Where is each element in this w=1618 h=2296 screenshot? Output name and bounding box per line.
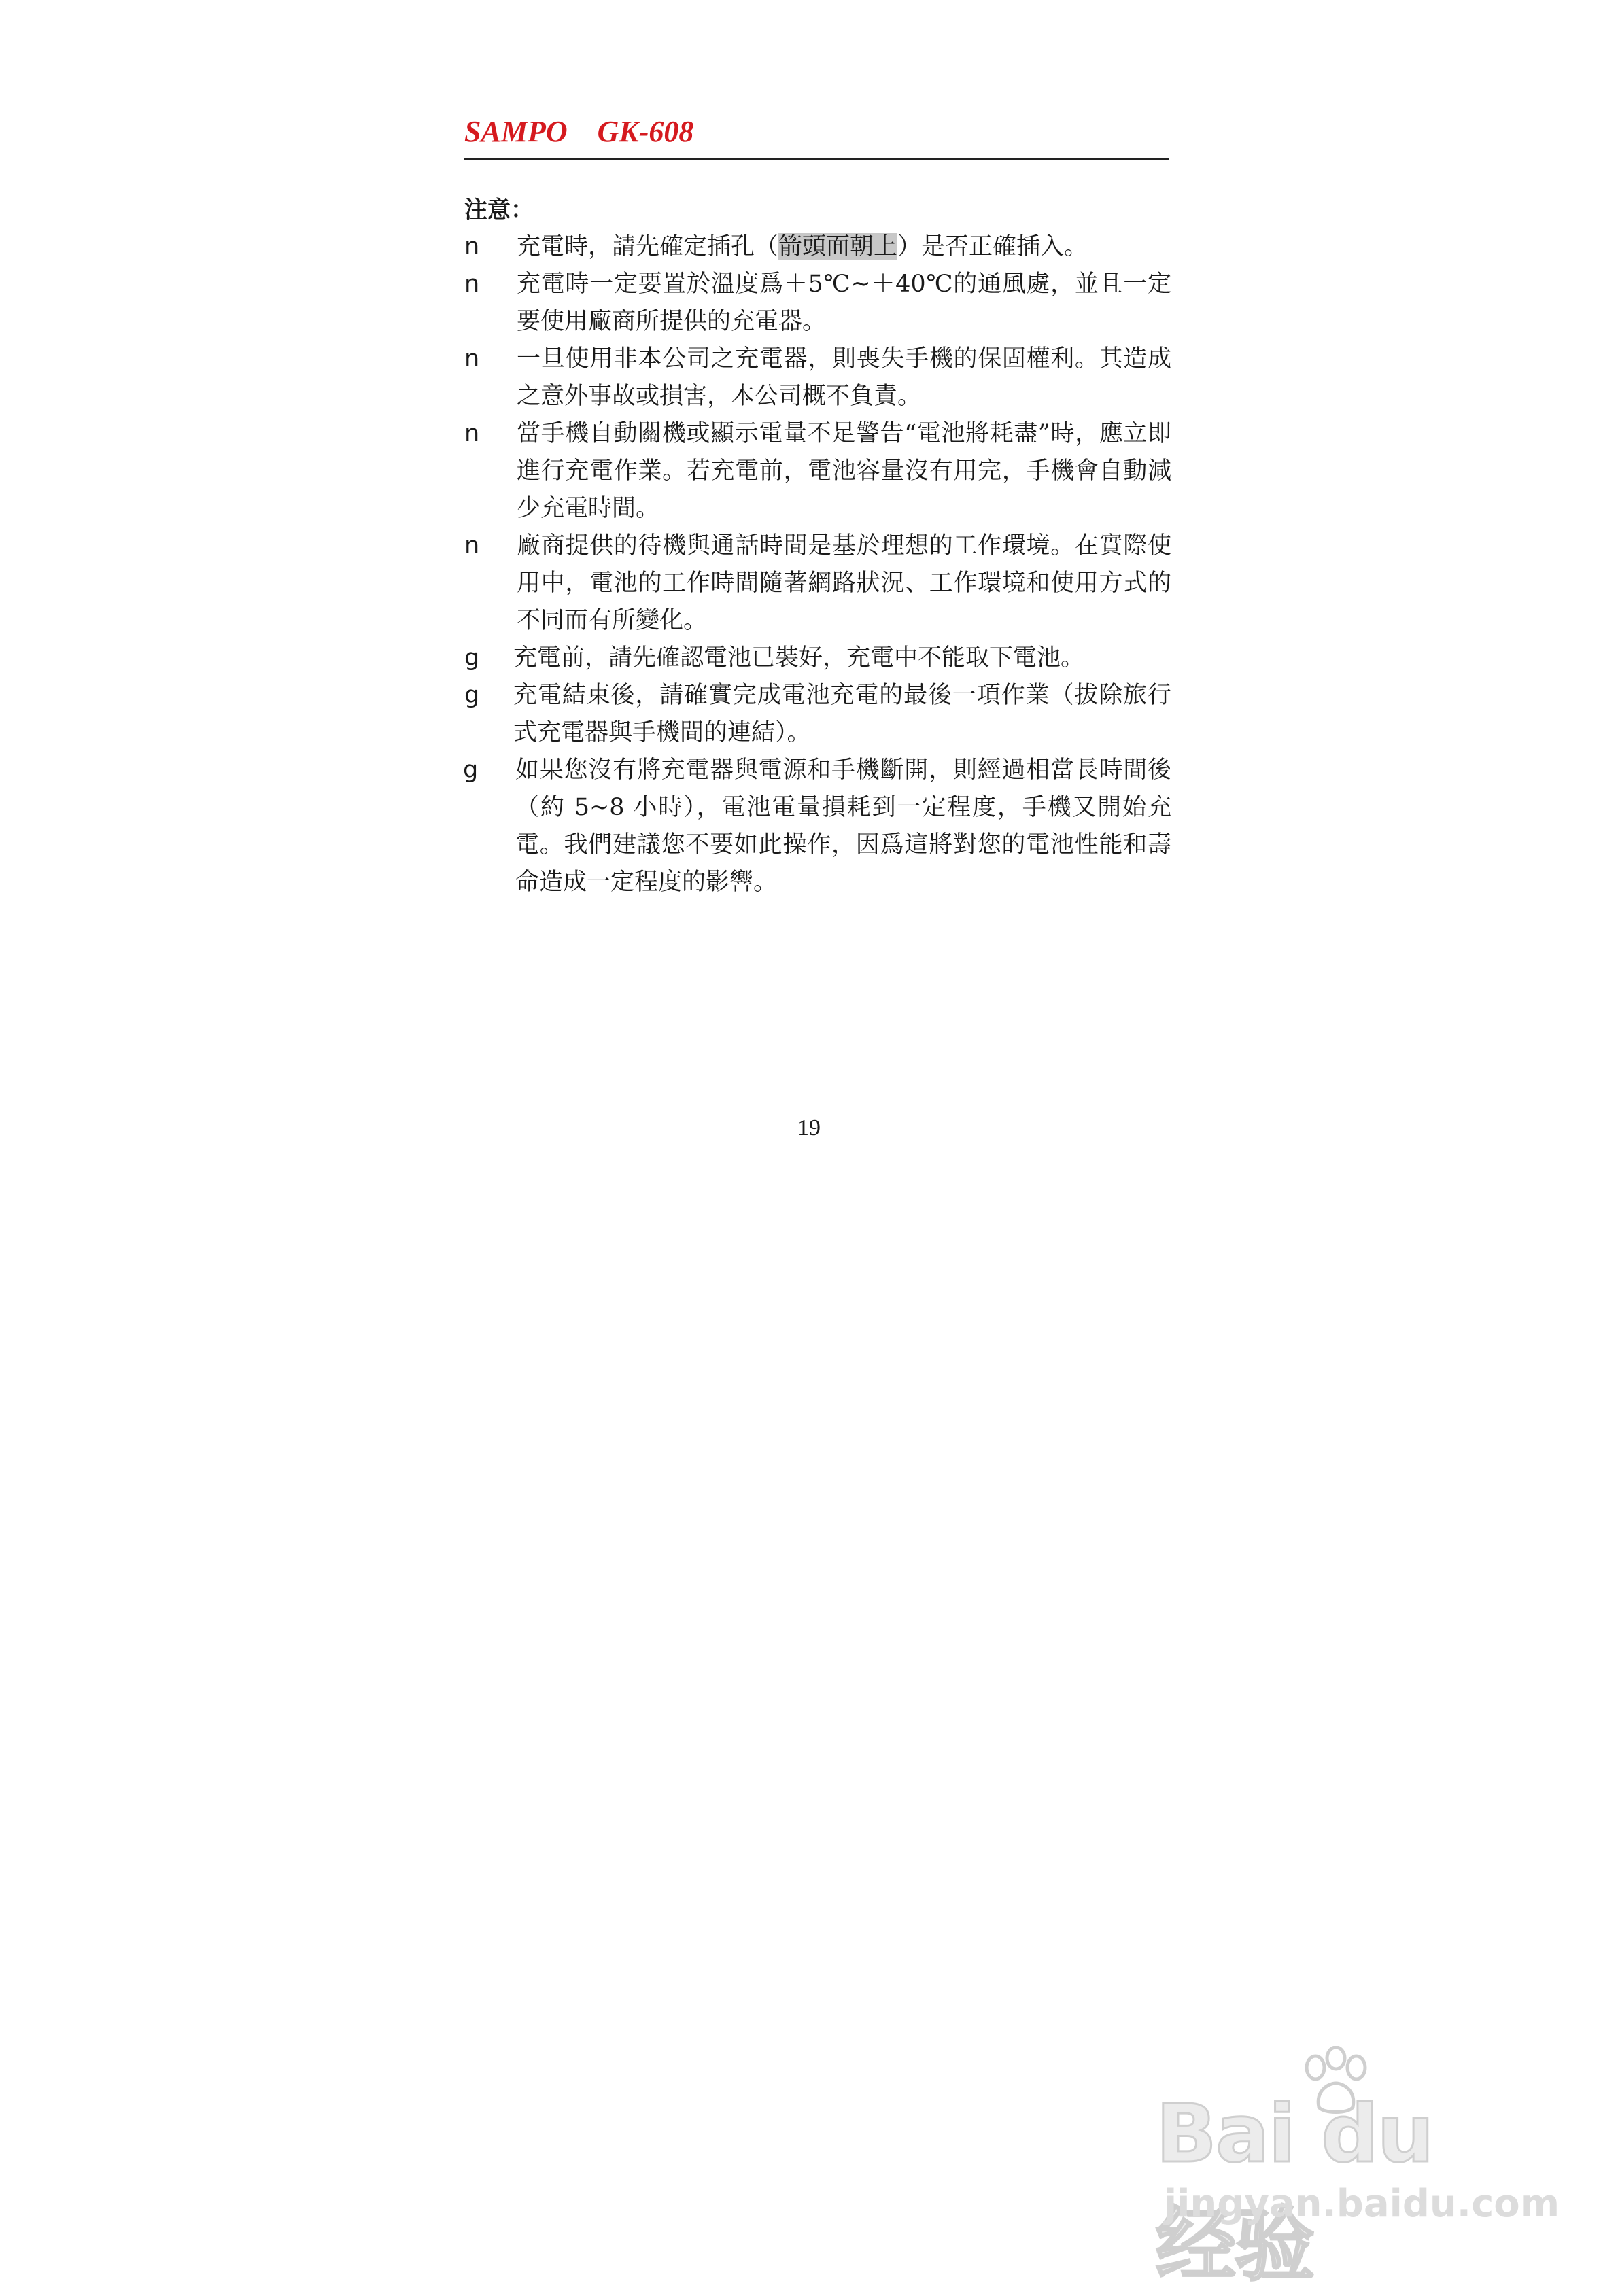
list-item [464, 527, 1171, 640]
highlighted-text: 箭頭面朝上 [778, 233, 898, 260]
bullet-marker: n [464, 345, 480, 372]
watermark-brand: Bai du 经验 [1156, 2087, 1433, 2292]
list-item [464, 640, 1171, 677]
list-item [464, 228, 1171, 266]
list-item [464, 677, 1171, 752]
list-item [464, 266, 1171, 341]
watermark-url: jingyan.baidu.com [1164, 2182, 1560, 2226]
list-item-text: 充電前，請先確認電池已裝好，充電中不能取下電池。 [513, 644, 1085, 672]
notice-heading: 注意： [464, 196, 534, 224]
list-item-text: 充電時，請先確定插孔（箭頭面朝上）是否正確插入。 [517, 233, 1088, 260]
page-number: 19 [797, 1115, 821, 1141]
baidu-jingyan-watermark [1156, 2046, 1560, 2292]
bullet-marker: n [464, 271, 480, 298]
brand-model-title: SAMPO GK-608 [464, 115, 694, 148]
list-item [464, 341, 1171, 415]
list-item-text: 廠商提供的待機與通話時間是基於理想的工作環境。在實際使用中，電池的工作時間隨著網路狀況、工作環境和使用方式的不同而有所變化。 [517, 532, 1171, 634]
list-item-text: 充電時一定要置於溫度爲＋5℃~＋40℃的通風處，並且一定要使用廠商所提供的充電器。 [517, 271, 1171, 335]
list-item-text: 一旦使用非本公司之充電器，則喪失手機的保固權利。其造成之意外事故或損害，本公司概不負責。 [517, 345, 1171, 410]
list-item [464, 415, 1171, 527]
bullet-marker: n [464, 233, 480, 260]
list-item-text: 如果您沒有將充電器與電源和手機斷開，則經過相當長時間後（約 5~8 小時），電池電量損耗到一定程度，手機又開始充電。我們建議您不要如此操作，因爲這將對您的電池性能和壽命造成一定程度的影響。 [515, 756, 1171, 896]
page-header [464, 113, 1169, 160]
bullet-marker: g [464, 682, 480, 709]
bullet-marker: n [464, 420, 480, 447]
bullet-marker: n [464, 532, 480, 559]
notice-list [464, 228, 1171, 901]
list-item-text: 當手機自動關機或顯示電量不足警告“電池將耗盡”時，應立即進行充電作業。若充電前，電池容量沒有用完，手機會自動減少充電時間。 [517, 420, 1171, 522]
bullet-marker: g [463, 756, 479, 784]
list-item [464, 752, 1171, 901]
list-item-text: 充電結束後，請確實完成電池充電的最後一項作業（拔除旅行式充電器與手機間的連結）。 [513, 682, 1171, 746]
bullet-marker: g [464, 644, 480, 672]
